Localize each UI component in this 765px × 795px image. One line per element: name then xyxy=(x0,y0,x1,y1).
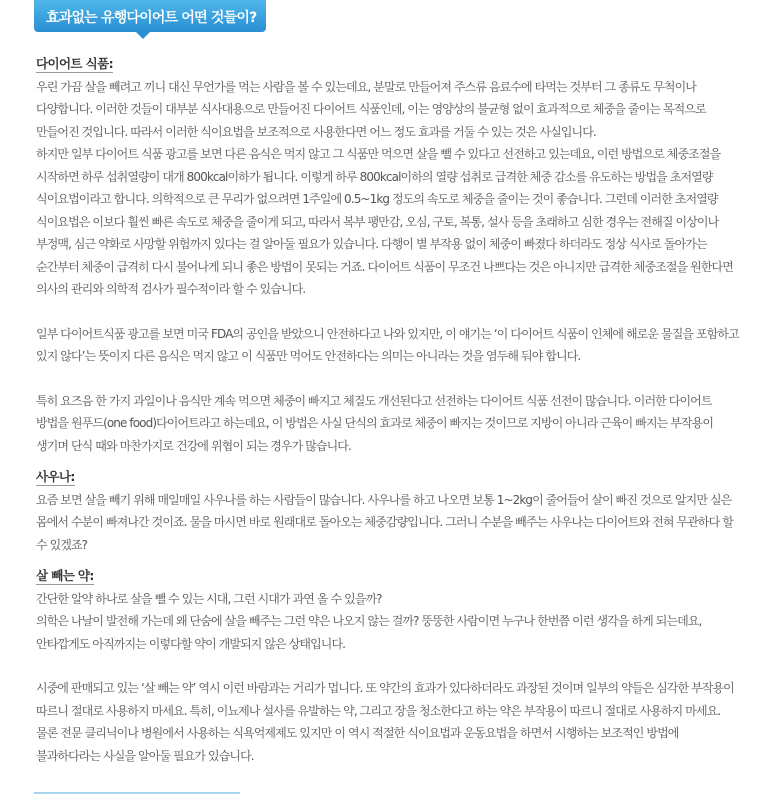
paragraph: 간단한 알약 하나로 살을 뺄 수 있는 시대, 그런 시대가 과연 올 수 있을까? xyxy=(36,591,382,606)
paragraph: 일부 다이어트식품 광고를 보면 미국 FDA의 공인을 받았으니 안전하다고 나와 있지만, 이 얘기는 ‘이 다이어트 식품이 인체에 해로운 물질을 포함하고 있지 않다’는 뜻이지 다른 음식은 먹지 않고 이 식품만 먹어도 안전하다는 의미는 아니라는 것을 염두해 둬야 합니다. xyxy=(36,326,739,363)
spacer xyxy=(36,655,740,677)
spacer xyxy=(36,556,740,565)
paragraph: 하지만 일부 다이어트 식품 광고를 보면 다른 음식은 먹지 않고 그 식품만 먹으면 살을 뺄 수 있다고 선전하고 있는데요, 이런 방법으로 체중조절을 시작하면 하루 섭취열량이 대개 800kcal이하가 됩니다. 이렇게 하루 800kcal이하의 열량 섭취로 급격한 체중 감소를 유도하는 방법을 초저열량 식이요법이라고 합니다. 의학적으로 큰 무리가 없으려면 1주일에 0.5~1kg 정도의 속도로 체중을 줄이는 것이 좋습니다. 그런데 이러한 초저열량 식이요법은 이보다 훨씬 빠른 속도로 체중을 줄이게 되고, 따라서 복부 팽만감, 오심, 구토, 복통, 설사 등을 초래하고 심한 경우는 전해질 이상이나 부정맥, 심근 약화로 사망할 위험까지 있다는 걸 알아둘 필요가 있습니다. 다행이 별 부작용 없이 체중이 빠졌다 하더라도 정상 식사로 돌아가는 순간부터 체중이 급격히 다시 불어나게 되니 좋은 방법이 못되는 거죠. 다이어트 식품이 무조건 나쁘다는 것은 아니지만 급격한 체중조절을 원한다면 의사의 관리와 의학적 검사가 필수적이라 할 수 있습니다. xyxy=(36,147,733,296)
heading-sauna: 사우나: xyxy=(36,469,75,484)
bottom-divider xyxy=(34,792,240,794)
heading-diet-pill: 살 빼는 약: xyxy=(36,568,94,583)
paragraph: 요즘 보면 살을 빼기 위해 매일매일 사우나를 하는 사람들이 많습니다. 사우나를 하고 나오면 보통 1~2kg이 줄어들어 살이 빠진 것으로 알지만 실은 몸에서 수분이 빠져나간 것이죠. 물을 마시면 바로 원래대로 돌아오는 체중감량입니다. 그러니 수분을 빼주는 사우나는 다이어트와 전혀 무관하다 할 수 있겠죠? xyxy=(36,492,733,552)
paragraph: 의학은 나날이 발전해 가는데 왜 단숨에 살을 빼주는 그런 약은 나오지 않는 걸까? 뚱뚱한 사람이면 누구나 한번쯤 이런 생각을 하게 되는데요, 안타깝게도 아직까지는 이렇다할 약이 개발되지 않은 상태입니다. xyxy=(36,614,702,651)
spacer xyxy=(36,301,740,323)
section-title-banner xyxy=(34,0,266,32)
spacer xyxy=(36,368,740,390)
heading-diet-food: 다이어트 식품: xyxy=(36,56,114,71)
paragraph: 특히 요즈음 한 가지 과일이나 음식만 계속 먹으면 체중이 빠지고 체질도 개선된다고 선전하는 다이어트 식품 선전이 많습니다. 이러한 다이어트 방법을 원푸드(one food)다이어트라고 하는데요, 이 방법은 사실 단식의 효과로 체중이 빠지는 것이므로 지방이 아니라 근육이 빠지는 부작용이 생기며 단식 때와 마찬가지로 건강에 위협이 되는 경우가 많습니다. xyxy=(36,393,714,453)
paragraph: 시중에 판매되고 있는 ‘살 빼는 약’ 역시 이런 바람과는 거리가 멉니다. 또 약간의 효과가 있다하더라도 과장된 것이며 일부의 약들은 심각한 부작용이 따르니 절대로 사용하지 마세요. 특히, 이뇨제나 설사를 유발하는 약, 그리고 장을 청소한다고 하는 약은 부작용이 따르니 절대로 사용하지 마세요. 물론 전문 클리닉이나 병원에서 사용하는 식욕억제제도 있지만 이 역시 적절한 식이요법과 운동요법을 하면서 시행하는 보조적인 방법에 불과하다라는 사실을 알아둘 필요가 있습니다. xyxy=(36,681,734,763)
spacer xyxy=(36,457,740,466)
article-body xyxy=(36,53,740,767)
banner-title: 효과없는 유행다이어트 어떤 것들이? xyxy=(46,10,257,26)
paragraph: 우린 가끔 살을 빼려고 끼니 대신 무언가를 먹는 사람을 볼 수 있는데요, 분말로 만들어져 주스류 음료수에 타먹는 것부터 그 종류도 무척이나 다양합니다. 이러한 것들이 대부분 식사대용으로 만들어진 다이어트 식품인데, 이는 영양상의 불균형 없이 효과적으로 체중을 줄이는 목적으로 만들어진 것입니다. 따라서 이러한 식이요법을 보조적으로 사용한다면 어느 정도 효과를 거둘 수 있는 것은 사실입니다. xyxy=(36,79,706,139)
